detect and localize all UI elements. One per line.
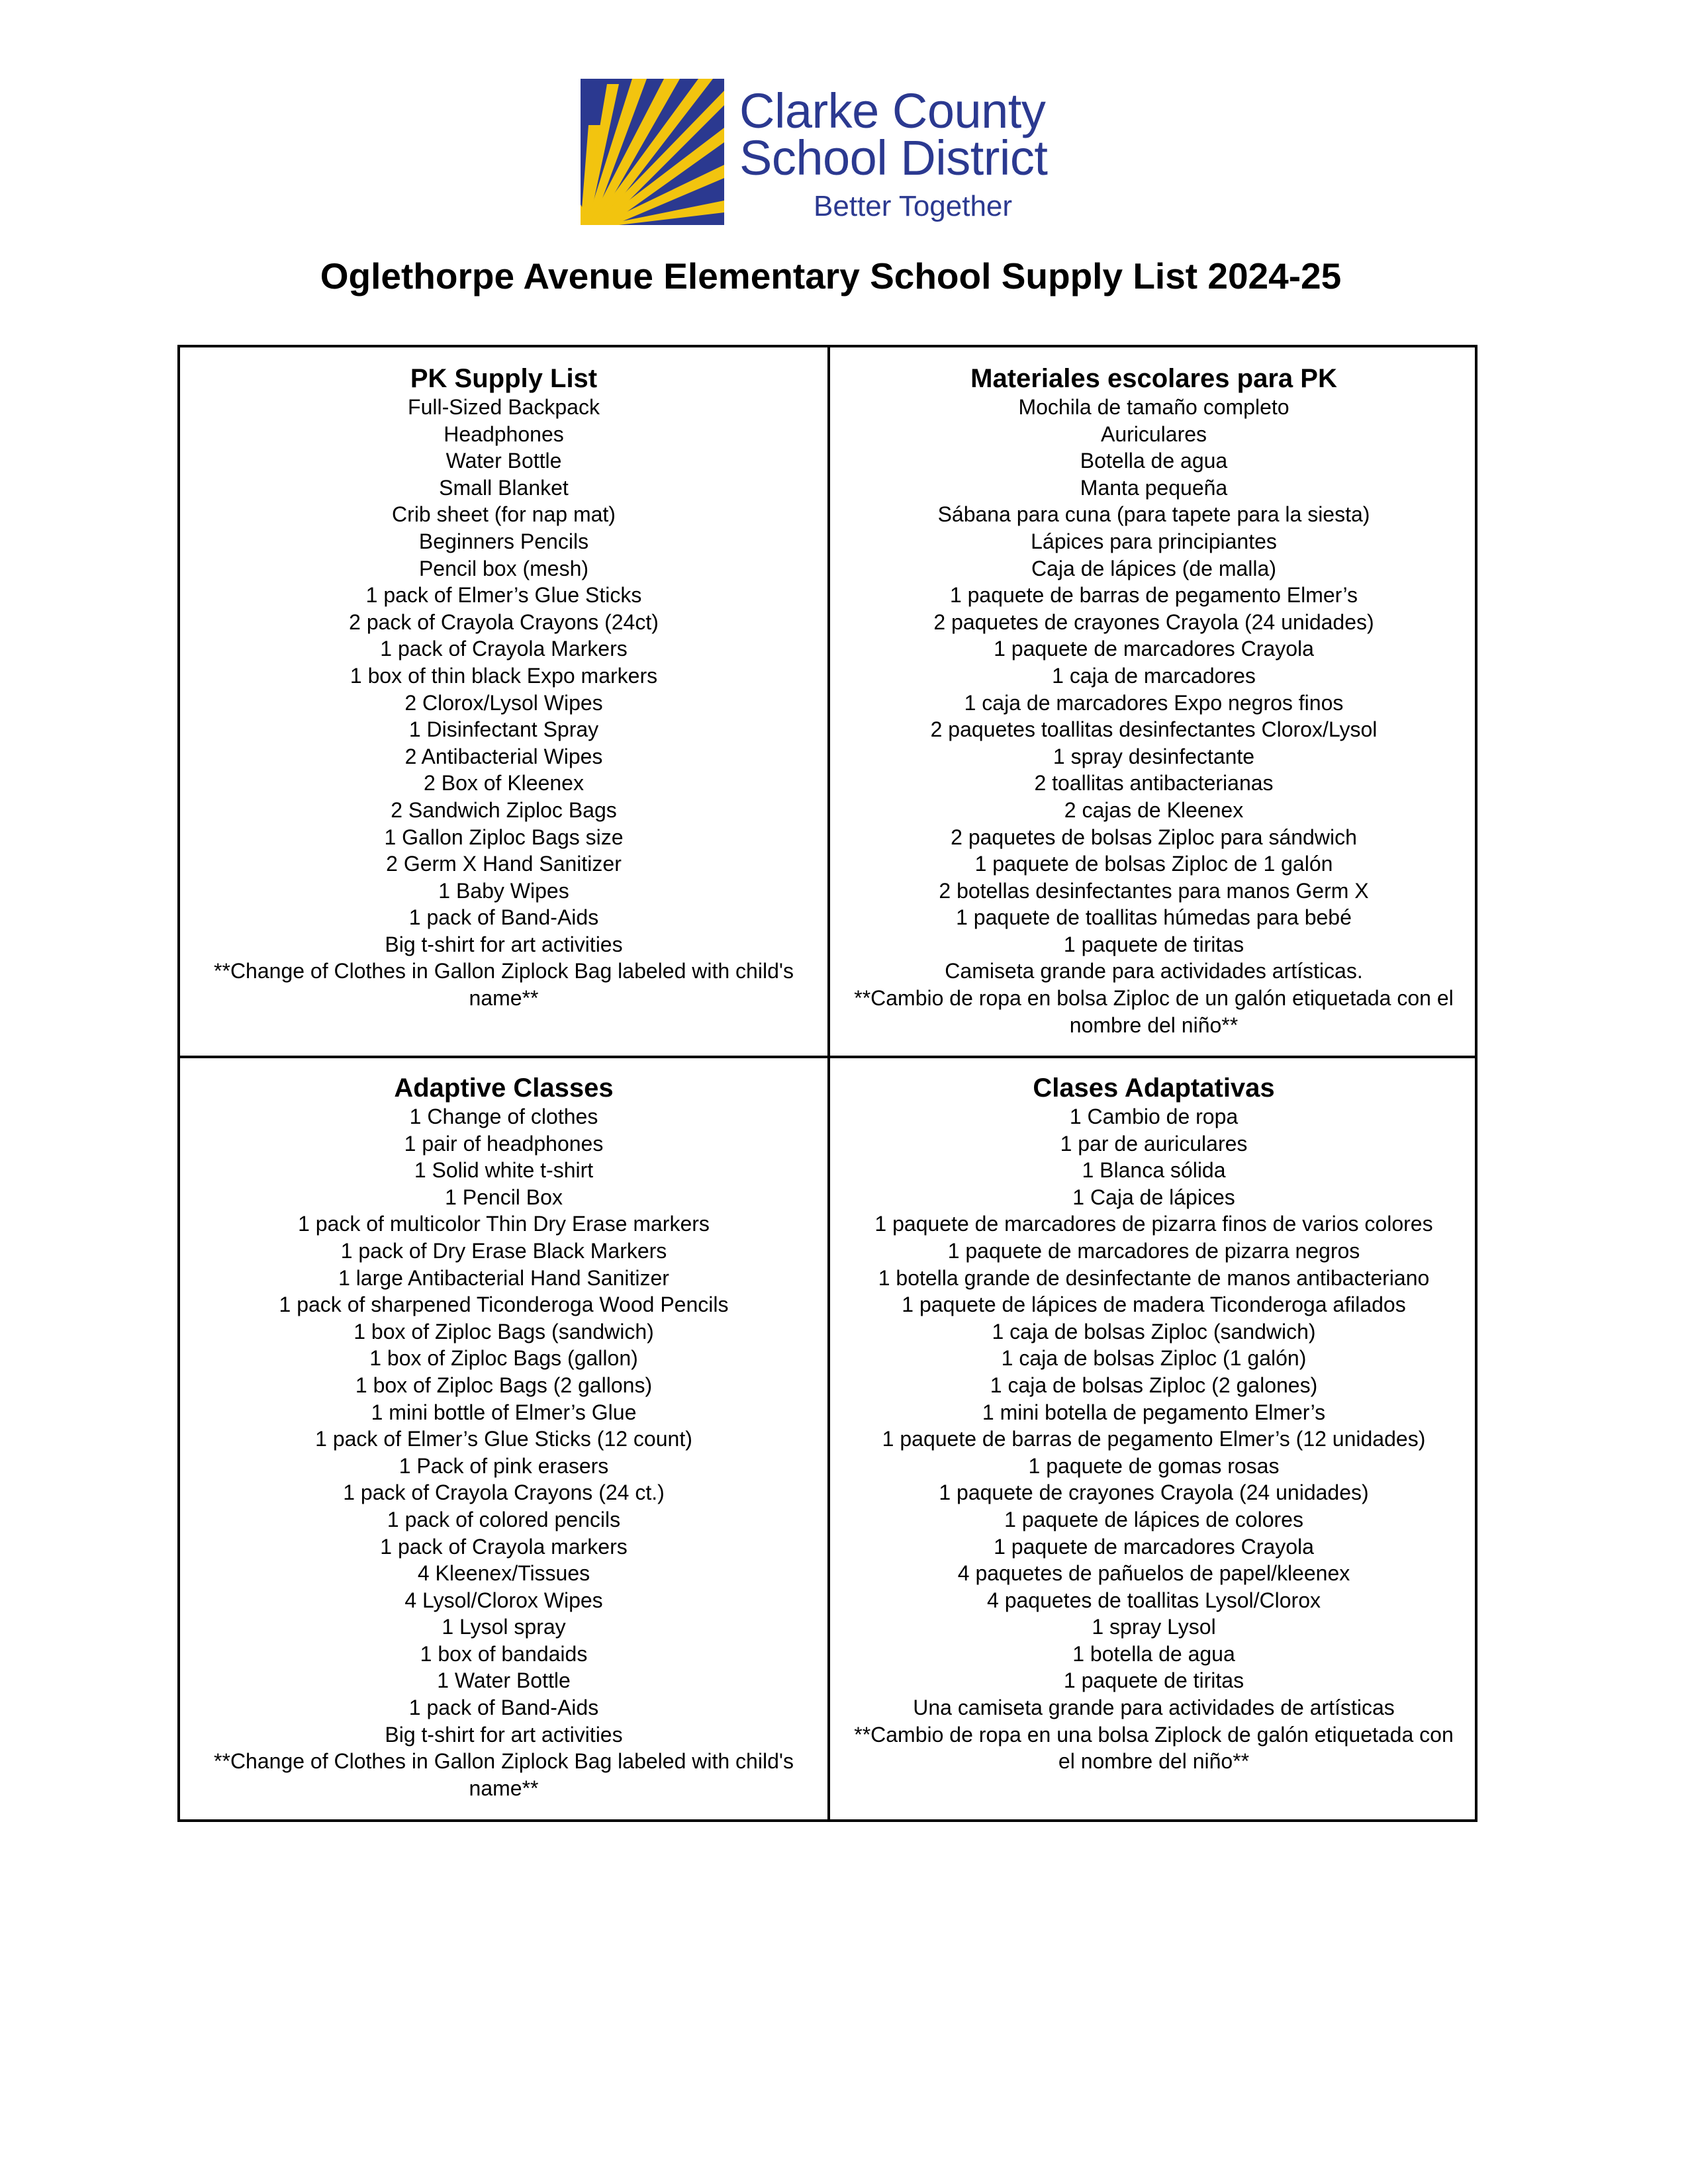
list-item: 1 large Antibacterial Hand Sanitizer (338, 1265, 669, 1290)
item-list (195, 1103, 813, 1801)
item-list (845, 394, 1463, 1038)
list-item: Caja de lápices (de malla) (1031, 556, 1276, 580)
item-list (845, 1103, 1463, 1775)
table-horizontal-divider (180, 1056, 1475, 1058)
list-item: 1 paquete de toallitas húmedas para bebé (956, 905, 1352, 930)
list-item: 1 mini bottle of Elmer’s Glue (371, 1400, 637, 1424)
list-item: 1 paquete de tiritas (1063, 932, 1244, 956)
list-item: Botella de agua (1080, 449, 1228, 473)
list-item: **Change of Clothes in Gallon Ziplock Bag labeled with child's name** (214, 1749, 794, 1800)
list-item: Mochila de tamaño completo (1018, 395, 1289, 419)
list-item: 1 par de auriculares (1060, 1131, 1248, 1156)
list-item: 2 paquetes de bolsas Ziploc para sándwich (951, 825, 1357, 849)
list-item: 4 Lysol/Clorox Wipes (404, 1588, 603, 1612)
list-item: 2 Antibacterial Wipes (404, 744, 603, 768)
list-item: Una camiseta grande para actividades de artísticas (913, 1696, 1395, 1720)
list-item: 1 box of thin black Expo markers (350, 663, 658, 688)
list-item: 1 paquete de bolsas Ziploc de 1 galón (974, 852, 1333, 876)
list-item: 1 paquete de lápices de colores (1004, 1507, 1303, 1531)
list-item: 1 paquete de marcadores de pizarra finos de varios colores (874, 1212, 1433, 1236)
list-item: 1 Disinfectant Spray (408, 717, 599, 742)
item-list (195, 394, 813, 1012)
list-item: Pencil box (mesh) (418, 556, 589, 580)
list-item: 1 pack of multicolor Thin Dry Erase markers (298, 1212, 710, 1236)
district-logo (581, 79, 1110, 228)
list-item: 2 botellas desinfectantes para manos Germ X (939, 878, 1369, 903)
section-heading: Adaptive Classes (394, 1073, 614, 1103)
list-item: 1 pack of Crayola markers (380, 1534, 628, 1559)
list-item: **Cambio de ropa en bolsa Ziploc de un galón etiquetada con el nombre del niño** (854, 986, 1454, 1037)
list-item: 1 pack of Crayola Crayons (24 ct.) (343, 1480, 665, 1505)
section-heading: PK Supply List (410, 364, 598, 393)
list-item: Full-Sized Backpack (408, 395, 600, 419)
list-item: 1 Lysol spray (442, 1615, 566, 1639)
list-item: Sábana para cuna (para tapete para la siesta) (937, 502, 1370, 527)
supply-list-table (177, 345, 1477, 1822)
list-item: 1 box of bandaids (420, 1641, 588, 1666)
pk-supply-list-cell (180, 363, 827, 1012)
list-item: 1 pack of Band-Aids (408, 1696, 599, 1720)
list-item: 4 paquetes de toallitas Lysol/Clorox (987, 1588, 1321, 1612)
list-item: 1 spray desinfectante (1053, 744, 1255, 768)
list-item: 1 paquete de marcadores Crayola (994, 637, 1314, 661)
sunburst-logo-icon (581, 79, 724, 225)
list-item: 1 pack of Band-Aids (408, 905, 599, 930)
list-item: 1 pack of Dry Erase Black Markers (340, 1238, 667, 1263)
list-item: 1 Gallon Ziploc Bags size (384, 825, 624, 849)
list-item: 1 caja de bolsas Ziploc (1 galón) (1001, 1346, 1307, 1371)
list-item: 1 pack of sharpened Ticonderoga Wood Pencils (279, 1293, 729, 1317)
list-item: 1 paquete de barras de pegamento Elmer’s (12 unidades) (882, 1427, 1426, 1451)
list-item: Small Blanket (439, 475, 569, 500)
list-item: 1 box of Ziploc Bags (gallon) (369, 1346, 638, 1371)
list-item: 1 paquete de tiritas (1063, 1668, 1244, 1693)
list-item: 1 pack of Elmer’s Glue Sticks (365, 583, 642, 608)
list-item: 1 mini botella de pegamento Elmer’s (982, 1400, 1326, 1424)
list-item: 1 pair of headphones (404, 1131, 604, 1156)
list-item: 2 Sandwich Ziploc Bags (391, 797, 617, 822)
list-item: Big t-shirt for art activities (385, 1722, 623, 1747)
logo-district-name-line2: School District (739, 130, 1048, 185)
list-item: 1 caja de bolsas Ziploc (2 galones) (990, 1373, 1318, 1397)
list-item: Headphones (444, 422, 564, 446)
list-item: Manta pequeña (1080, 475, 1228, 500)
list-item: 1 caja de marcadores (1052, 663, 1256, 688)
list-item: Auriculares (1100, 422, 1207, 446)
list-item: 1 paquete de marcadores de pizarra negros (947, 1238, 1360, 1263)
logo-tagline: Better Together (814, 190, 1013, 222)
list-item: 2 paquetes de crayones Crayola (24 unidades) (933, 610, 1374, 634)
section-heading: Clases Adaptativas (1033, 1073, 1275, 1103)
list-item: 4 Kleenex/Tissues (417, 1561, 590, 1586)
list-item: 2 toallitas antibacterianas (1034, 771, 1274, 796)
list-item: 2 cajas de Kleenex (1064, 797, 1244, 822)
list-item: 1 paquete de crayones Crayola (24 unidades) (939, 1480, 1369, 1505)
list-item: 1 paquete de lápices de madera Ticonderoga afilados (902, 1293, 1406, 1317)
list-item: 1 spray Lysol (1092, 1615, 1216, 1639)
list-item: 1 box of Ziploc Bags (sandwich) (353, 1319, 654, 1343)
list-item: 1 Water Bottle (437, 1668, 571, 1693)
list-item: 1 Blanca sólida (1082, 1158, 1226, 1183)
list-item: Beginners Pencils (418, 529, 589, 553)
list-item: 2 Germ X Hand Sanitizer (386, 852, 622, 876)
list-item: 2 pack of Crayola Crayons (24ct) (349, 610, 659, 634)
list-item: Water Bottle (445, 449, 562, 473)
list-item: Crib sheet (for nap mat) (392, 502, 616, 527)
list-item: 1 botella grande de desinfectante de manos antibacteriano (878, 1265, 1430, 1290)
list-item: 1 Cambio de ropa (1069, 1105, 1239, 1128)
list-item: 4 paquetes de pañuelos de papel/kleenex (957, 1561, 1350, 1586)
adaptive-classes-spanish-cell (830, 1073, 1477, 1775)
page-title: Oglethorpe Avenue Elementary School Supply List 2024-25 (320, 255, 1342, 296)
list-item: 1 paquete de marcadores Crayola (994, 1534, 1314, 1559)
list-item: 1 pack of Crayola Markers (380, 637, 628, 661)
list-item: 2 paquetes toallitas desinfectantes Clorox/Lysol (930, 717, 1378, 742)
adaptive-classes-cell (180, 1073, 827, 1801)
list-item: 1 Baby Wipes (438, 878, 569, 903)
list-item: 1 Pencil Box (445, 1185, 563, 1209)
list-item: Camiseta grande para actividades artísticas. (945, 959, 1363, 983)
section-heading: Materiales escolares para PK (970, 364, 1337, 393)
list-item: **Change of Clothes in Gallon Ziplock Bag labeled with child's name** (214, 959, 794, 1011)
list-item: 1 caja de marcadores Expo negros finos (964, 690, 1344, 715)
list-item: 1 paquete de barras de pegamento Elmer’s (949, 583, 1358, 608)
pk-supply-list-spanish-cell (830, 363, 1477, 1038)
list-item: Lápices para principiantes (1031, 529, 1277, 553)
list-item: 1 Change of clothes (409, 1105, 598, 1128)
list-item: 2 Clorox/Lysol Wipes (404, 690, 603, 715)
list-item: 1 Caja de lápices (1072, 1185, 1235, 1209)
list-item: **Cambio de ropa en una bolsa Ziplock de galón etiquetada con el nombre del niño** (854, 1722, 1454, 1774)
list-item: 1 Solid white t-shirt (414, 1158, 594, 1183)
list-item: 1 botella de agua (1072, 1641, 1235, 1666)
list-item: 1 paquete de gomas rosas (1028, 1453, 1280, 1478)
logo-district-name-line1: Clarke County (739, 83, 1046, 138)
list-item: 1 caja de bolsas Ziploc (sandwich) (992, 1319, 1316, 1343)
list-item: 1 Pack of pink erasers (399, 1453, 609, 1478)
list-item: 1 box of Ziploc Bags (2 gallons) (355, 1373, 653, 1397)
list-item: 1 pack of Elmer’s Glue Sticks (12 count) (315, 1427, 692, 1451)
list-item: Big t-shirt for art activities (385, 932, 623, 956)
list-item: 2 Box of Kleenex (424, 771, 584, 796)
list-item: 1 pack of colored pencils (387, 1507, 621, 1531)
